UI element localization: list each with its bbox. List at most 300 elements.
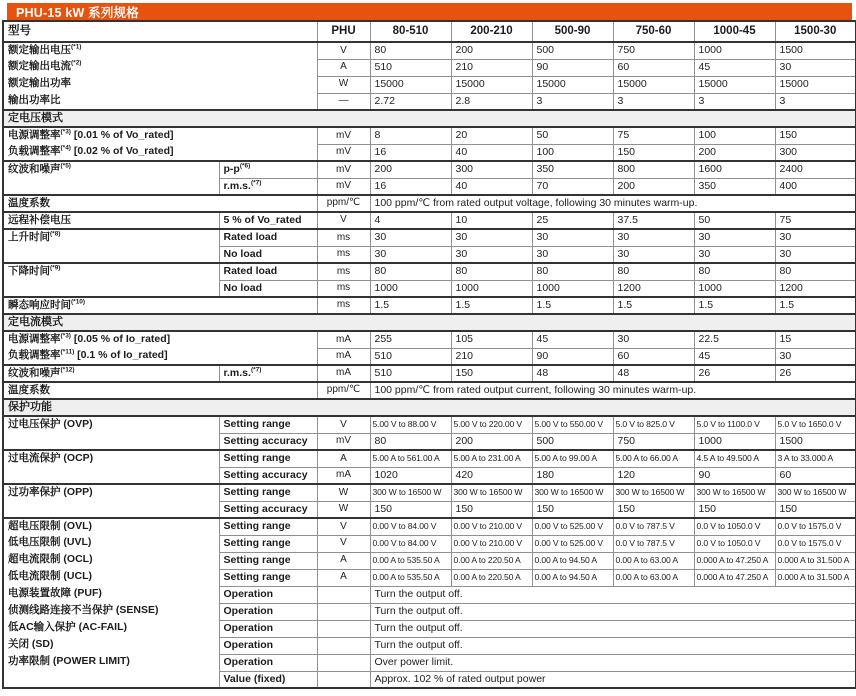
table-row <box>3 263 856 280</box>
value-cell: 0.0 V to 787.5 V <box>613 535 694 552</box>
value-cell: 70 <box>532 178 613 195</box>
unit-cell <box>317 671 370 688</box>
param-label: 功率限制 (POWER LIMIT) <box>3 654 219 671</box>
value-cell: 1000 <box>451 280 532 297</box>
table-row <box>3 620 856 637</box>
param-sublabel: Operation <box>219 654 317 671</box>
unit-cell: A <box>317 450 370 467</box>
value-cell: 40 <box>451 144 532 161</box>
value-cell: 5.00 V to 550.00 V <box>532 416 613 433</box>
table-row <box>3 586 856 603</box>
param-sublabel: No load <box>219 280 317 297</box>
table-row <box>3 212 856 229</box>
value-cell: 400 <box>775 178 856 195</box>
value-cell: Turn the output off. <box>370 620 856 637</box>
param-sublabel: Setting range <box>219 416 317 433</box>
table-row <box>3 161 856 178</box>
value-cell: 25 <box>532 212 613 229</box>
value-cell: 100 ppm/℃ from rated output current, following 30 minutes warm-up. <box>370 382 856 399</box>
value-cell: 5.00 A to 561.00 A <box>370 450 451 467</box>
spec-table <box>2 20 856 689</box>
value-cell: 1.5 <box>694 297 775 314</box>
param-label: 关闭 (SD) <box>3 637 219 654</box>
value-cell: 0.00 A to 535.50 A <box>370 552 451 569</box>
value-cell: 75 <box>775 212 856 229</box>
value-cell: 3 <box>532 93 613 110</box>
param-sublabel: No load <box>219 246 317 263</box>
value-cell: 5.00 V to 88.00 V <box>370 416 451 433</box>
value-cell: 0.00 V to 210.00 V <box>451 535 532 552</box>
value-cell: 150 <box>775 127 856 144</box>
unit-cell: A <box>317 552 370 569</box>
value-cell: 300 W to 16500 W <box>370 484 451 501</box>
param-sublabel: Setting range <box>219 450 317 467</box>
table-row <box>3 450 856 467</box>
table-row <box>3 382 856 399</box>
param-label: 电源调整率$^{(*3)}$ [0.05 % of Io_rated] <box>3 331 317 348</box>
value-cell: 1600 <box>694 161 775 178</box>
table-row <box>3 535 856 552</box>
value-cell: 100 <box>694 127 775 144</box>
value-cell: 5.00 A to 231.00 A <box>451 450 532 467</box>
value-cell: 37.5 <box>613 212 694 229</box>
value-cell: 3 A to 33.000 A <box>775 450 856 467</box>
param-sublabel: Setting accuracy <box>219 433 317 450</box>
column-header: 750-60 <box>613 21 694 42</box>
table-row <box>3 348 856 365</box>
value-cell: 45 <box>694 348 775 365</box>
param-sublabel: Operation <box>219 637 317 654</box>
table-row <box>3 416 856 433</box>
param-label: 低AC输入保护 (AC-FAIL) <box>3 620 219 637</box>
value-cell: 210 <box>451 59 532 76</box>
value-cell: 30 <box>775 229 856 246</box>
value-cell: Turn the output off. <box>370 603 856 620</box>
param-sublabel: Operation <box>219 603 317 620</box>
value-cell: 0.000 A to 47.250 A <box>694 569 775 586</box>
param-label: 上升时间$^{(*8)}$ <box>3 229 219 263</box>
value-cell: 3 <box>613 93 694 110</box>
unit-cell <box>317 620 370 637</box>
param-label: 超电压限制 (OVL) <box>3 518 219 535</box>
value-cell: 200 <box>613 178 694 195</box>
param-label: 负载调整率$^{(*11)}$ [0.1 % of Io_rated] <box>3 348 317 365</box>
value-cell: 60 <box>613 59 694 76</box>
value-cell: 80 <box>694 263 775 280</box>
value-cell: 210 <box>451 348 532 365</box>
unit-cell: mV <box>317 127 370 144</box>
value-cell: 5.0 V to 1650.0 V <box>775 416 856 433</box>
value-cell: 0.0 V to 1050.0 V <box>694 535 775 552</box>
param-sublabel: r.m.s.$^{(*7)}$ <box>219 365 317 382</box>
param-label: 温度系数 <box>3 195 317 212</box>
value-cell: 150 <box>775 501 856 518</box>
table-row <box>3 110 856 127</box>
param-label: 瞬态响应时间$^{(*10)}$ <box>3 297 317 314</box>
value-cell: 150 <box>451 501 532 518</box>
value-cell: 5.00 A to 99.00 A <box>532 450 613 467</box>
table-head <box>3 21 856 42</box>
value-cell: 0.00 A to 63.00 A <box>613 569 694 586</box>
value-cell: Approx. 102 % of rated output power <box>370 671 856 688</box>
value-cell: 300 <box>451 161 532 178</box>
unit-cell: mV <box>317 178 370 195</box>
table-row <box>3 637 856 654</box>
table-title: PHU-15 kW 系列规格 <box>16 5 139 20</box>
value-cell: 0.00 A to 63.00 A <box>613 552 694 569</box>
param-label: 纹波和噪声$^{(*5)}$ <box>3 161 219 195</box>
value-cell: 300 W to 16500 W <box>694 484 775 501</box>
value-cell: 0.00 A to 220.50 A <box>451 552 532 569</box>
value-cell: 30 <box>613 246 694 263</box>
value-cell: 0.00 V to 84.00 V <box>370 535 451 552</box>
value-cell: 30 <box>532 246 613 263</box>
section-header: 定电流模式 <box>3 314 856 331</box>
value-cell: 80 <box>613 263 694 280</box>
param-label: 额定输出功率 <box>3 76 317 93</box>
unit-cell: ms <box>317 246 370 263</box>
value-cell: 30 <box>370 246 451 263</box>
value-cell: 350 <box>532 161 613 178</box>
param-label: 低电压限制 (UVL) <box>3 535 219 552</box>
value-cell: 60 <box>613 348 694 365</box>
table-row <box>3 518 856 535</box>
table-row <box>3 195 856 212</box>
value-cell: 75 <box>613 127 694 144</box>
value-cell: 150 <box>613 501 694 518</box>
value-cell: 2.72 <box>370 93 451 110</box>
value-cell: 15000 <box>370 76 451 93</box>
value-cell: 200 <box>694 144 775 161</box>
unit-cell: ms <box>317 263 370 280</box>
unit-cell: ms <box>317 280 370 297</box>
value-cell: Turn the output off. <box>370 586 856 603</box>
value-cell: 16 <box>370 178 451 195</box>
table-row <box>3 314 856 331</box>
param-label: 额定输出电流$^{(*2)}$ <box>3 59 317 76</box>
unit-cell: V <box>317 212 370 229</box>
value-cell: 80 <box>532 263 613 280</box>
value-cell: 2.8 <box>451 93 532 110</box>
param-sublabel: Setting range <box>219 518 317 535</box>
value-cell: 50 <box>694 212 775 229</box>
param-sublabel: Rated load <box>219 263 317 280</box>
value-cell: 5.0 V to 1100.0 V <box>694 416 775 433</box>
table-row <box>3 144 856 161</box>
table-row <box>3 654 856 671</box>
value-cell: 8 <box>370 127 451 144</box>
value-cell: 1200 <box>613 280 694 297</box>
table-row <box>3 603 856 620</box>
unit-cell: V <box>317 42 370 59</box>
param-label <box>3 671 219 688</box>
value-cell: 1000 <box>694 280 775 297</box>
value-cell: 510 <box>370 348 451 365</box>
value-cell: 4.5 A to 49.500 A <box>694 450 775 467</box>
value-cell: 420 <box>451 467 532 484</box>
param-sublabel: Operation <box>219 620 317 637</box>
value-cell: 26 <box>694 365 775 382</box>
value-cell: 180 <box>532 467 613 484</box>
param-sublabel: Setting accuracy <box>219 501 317 518</box>
value-cell: 0.0 V to 1050.0 V <box>694 518 775 535</box>
param-sublabel: Setting range <box>219 484 317 501</box>
column-header-unit: PHU <box>317 21 370 42</box>
value-cell: 0.00 A to 220.50 A <box>451 569 532 586</box>
value-cell: 30 <box>694 229 775 246</box>
table-row <box>3 76 856 93</box>
param-label: 过功率保护 (OPP) <box>3 484 219 518</box>
table-row <box>3 331 856 348</box>
unit-cell: mA <box>317 331 370 348</box>
value-cell: 30 <box>775 59 856 76</box>
value-cell: 3 <box>694 93 775 110</box>
value-cell: 120 <box>613 467 694 484</box>
value-cell: 15000 <box>451 76 532 93</box>
table-row <box>3 93 856 110</box>
value-cell: 300 <box>775 144 856 161</box>
value-cell: 200 <box>370 161 451 178</box>
table-title-bar <box>7 3 852 20</box>
value-cell: 60 <box>775 467 856 484</box>
value-cell: 1.5 <box>451 297 532 314</box>
value-cell: 80 <box>451 263 532 280</box>
value-cell: 1.5 <box>775 297 856 314</box>
value-cell: 48 <box>613 365 694 382</box>
value-cell: 22.5 <box>694 331 775 348</box>
value-cell: 90 <box>532 348 613 365</box>
param-sublabel: 5 % of Vo_rated <box>219 212 317 229</box>
value-cell: 0.000 A to 47.250 A <box>694 552 775 569</box>
table-row <box>3 399 856 416</box>
value-cell: 3 <box>775 93 856 110</box>
value-cell: 80 <box>775 263 856 280</box>
value-cell: 26 <box>775 365 856 382</box>
value-cell: 510 <box>370 365 451 382</box>
value-cell: 150 <box>613 144 694 161</box>
table-body <box>3 42 856 688</box>
value-cell: 0.0 V to 1575.0 V <box>775 518 856 535</box>
param-sublabel: Setting accuracy <box>219 467 317 484</box>
param-sublabel: Rated load <box>219 229 317 246</box>
value-cell: 1.5 <box>532 297 613 314</box>
unit-cell: W <box>317 484 370 501</box>
table-row <box>3 229 856 246</box>
param-sublabel: Setting range <box>219 552 317 569</box>
unit-cell: mA <box>317 467 370 484</box>
value-cell: Turn the output off. <box>370 637 856 654</box>
value-cell: 4 <box>370 212 451 229</box>
value-cell: 5.00 A to 66.00 A <box>613 450 694 467</box>
value-cell: 0.000 A to 31.500 A <box>775 569 856 586</box>
value-cell: 500 <box>532 433 613 450</box>
value-cell: 0.00 A to 94.50 A <box>532 552 613 569</box>
param-label: 负载调整率$^{(*4)}$ [0.02 % of Vo_rated] <box>3 144 317 161</box>
param-label: 下降时间$^{(*9)}$ <box>3 263 219 297</box>
param-sublabel: Setting range <box>219 569 317 586</box>
value-cell: 105 <box>451 331 532 348</box>
column-header: 500-90 <box>532 21 613 42</box>
value-cell: 750 <box>613 42 694 59</box>
value-cell: 16 <box>370 144 451 161</box>
value-cell: 15000 <box>775 76 856 93</box>
value-cell: 15000 <box>532 76 613 93</box>
table-row <box>3 671 856 688</box>
unit-cell: A <box>317 59 370 76</box>
value-cell: 300 W to 16500 W <box>775 484 856 501</box>
value-cell: 48 <box>532 365 613 382</box>
value-cell: 300 W to 16500 W <box>451 484 532 501</box>
value-cell: 1020 <box>370 467 451 484</box>
value-cell: 45 <box>694 59 775 76</box>
value-cell: 1.5 <box>613 297 694 314</box>
unit-cell: W <box>317 501 370 518</box>
param-label: 温度系数 <box>3 382 317 399</box>
value-cell: 15000 <box>694 76 775 93</box>
value-cell: 80 <box>370 263 451 280</box>
table-row <box>3 21 856 42</box>
unit-cell: W <box>317 76 370 93</box>
value-cell: 1200 <box>775 280 856 297</box>
table-row <box>3 297 856 314</box>
unit-cell <box>317 586 370 603</box>
param-sublabel: Setting range <box>219 535 317 552</box>
param-label: 额定输出电压$^{(*1)}$ <box>3 42 317 59</box>
param-label: 远程补偿电压 <box>3 212 219 229</box>
column-header: 200-210 <box>451 21 532 42</box>
value-cell: 30 <box>532 229 613 246</box>
value-cell: 0.00 A to 94.50 A <box>532 569 613 586</box>
unit-cell: — <box>317 93 370 110</box>
value-cell: 0.00 V to 210.00 V <box>451 518 532 535</box>
value-cell: 150 <box>532 501 613 518</box>
unit-cell: mV <box>317 433 370 450</box>
unit-cell: ms <box>317 229 370 246</box>
table-row <box>3 552 856 569</box>
value-cell: 0.000 A to 31.500 A <box>775 552 856 569</box>
unit-cell: V <box>317 535 370 552</box>
unit-cell: ppm/℃ <box>317 382 370 399</box>
table-row <box>3 484 856 501</box>
value-cell: 80 <box>370 433 451 450</box>
table-row <box>3 127 856 144</box>
value-cell: 30 <box>613 331 694 348</box>
table-row <box>3 59 856 76</box>
value-cell: 150 <box>370 501 451 518</box>
unit-cell: mA <box>317 348 370 365</box>
value-cell: 30 <box>775 246 856 263</box>
value-cell: 0.00 V to 525.00 V <box>532 535 613 552</box>
column-header: 80-510 <box>370 21 451 42</box>
unit-cell: V <box>317 416 370 433</box>
value-cell: 1500 <box>775 42 856 59</box>
column-header-model: 型号 <box>3 21 317 42</box>
value-cell: 500 <box>532 42 613 59</box>
value-cell: 800 <box>613 161 694 178</box>
value-cell: 1.5 <box>370 297 451 314</box>
value-cell: 15000 <box>613 76 694 93</box>
value-cell: 30 <box>370 229 451 246</box>
column-header: 1500-30 <box>775 21 856 42</box>
value-cell: 150 <box>694 501 775 518</box>
value-cell: Over power limit. <box>370 654 856 671</box>
value-cell: 50 <box>532 127 613 144</box>
param-label: 侦测线路连接不当保护 (SENSE) <box>3 603 219 620</box>
value-cell: 750 <box>613 433 694 450</box>
table-row <box>3 569 856 586</box>
value-cell: 200 <box>451 433 532 450</box>
value-cell: 510 <box>370 59 451 76</box>
value-cell: 2400 <box>775 161 856 178</box>
value-cell: 30 <box>451 229 532 246</box>
value-cell: 0.00 V to 84.00 V <box>370 518 451 535</box>
value-cell: 30 <box>613 229 694 246</box>
value-cell: 0.00 V to 525.00 V <box>532 518 613 535</box>
section-header: 定电压模式 <box>3 110 856 127</box>
value-cell: 30 <box>451 246 532 263</box>
param-label: 纹波和噪声$^{(*12)}$ <box>3 365 219 382</box>
param-label: 过电流保护 (OCP) <box>3 450 219 484</box>
param-sublabel: Value (fixed) <box>219 671 317 688</box>
param-label: 过电压保护 (OVP) <box>3 416 219 450</box>
value-cell: 350 <box>694 178 775 195</box>
value-cell: 150 <box>451 365 532 382</box>
table-row <box>3 42 856 59</box>
value-cell: 0.00 A to 535.50 A <box>370 569 451 586</box>
unit-cell: mA <box>317 365 370 382</box>
value-cell: 15 <box>775 331 856 348</box>
unit-cell: mV <box>317 144 370 161</box>
value-cell: 1000 <box>694 42 775 59</box>
table-row <box>3 365 856 382</box>
value-cell: 30 <box>694 246 775 263</box>
unit-cell <box>317 637 370 654</box>
unit-cell: ms <box>317 297 370 314</box>
value-cell: 90 <box>694 467 775 484</box>
param-sublabel: Operation <box>219 586 317 603</box>
value-cell: 10 <box>451 212 532 229</box>
value-cell: 255 <box>370 331 451 348</box>
value-cell: 5.0 V to 825.0 V <box>613 416 694 433</box>
unit-cell: mV <box>317 161 370 178</box>
param-label: 超电流限制 (OCL) <box>3 552 219 569</box>
value-cell: 0.0 V to 1575.0 V <box>775 535 856 552</box>
value-cell: 300 W to 16500 W <box>532 484 613 501</box>
value-cell: 20 <box>451 127 532 144</box>
param-label: 电源调整率$^{(*3)}$ [0.01 % of Vo_rated] <box>3 127 317 144</box>
value-cell: 40 <box>451 178 532 195</box>
value-cell: 90 <box>532 59 613 76</box>
param-label: 输出功率比 <box>3 93 317 110</box>
column-header: 1000-45 <box>694 21 775 42</box>
unit-cell: ppm/℃ <box>317 195 370 212</box>
param-sublabel: r.m.s.$^{(*7)}$ <box>219 178 317 195</box>
unit-cell: A <box>317 569 370 586</box>
value-cell: 1500 <box>775 433 856 450</box>
value-cell: 100 ppm/℃ from rated output voltage, following 30 minutes warm-up. <box>370 195 856 212</box>
unit-cell <box>317 603 370 620</box>
value-cell: 100 <box>532 144 613 161</box>
value-cell: 1000 <box>694 433 775 450</box>
param-label: 电源装置故障 (PUF) <box>3 586 219 603</box>
value-cell: 1000 <box>532 280 613 297</box>
param-label: 低电流限制 (UCL) <box>3 569 219 586</box>
value-cell: 300 W to 16500 W <box>613 484 694 501</box>
value-cell: 0.0 V to 787.5 V <box>613 518 694 535</box>
value-cell: 5.00 V to 220.00 V <box>451 416 532 433</box>
value-cell: 45 <box>532 331 613 348</box>
param-sublabel: $p-p^{(*6)}$ <box>219 161 317 178</box>
